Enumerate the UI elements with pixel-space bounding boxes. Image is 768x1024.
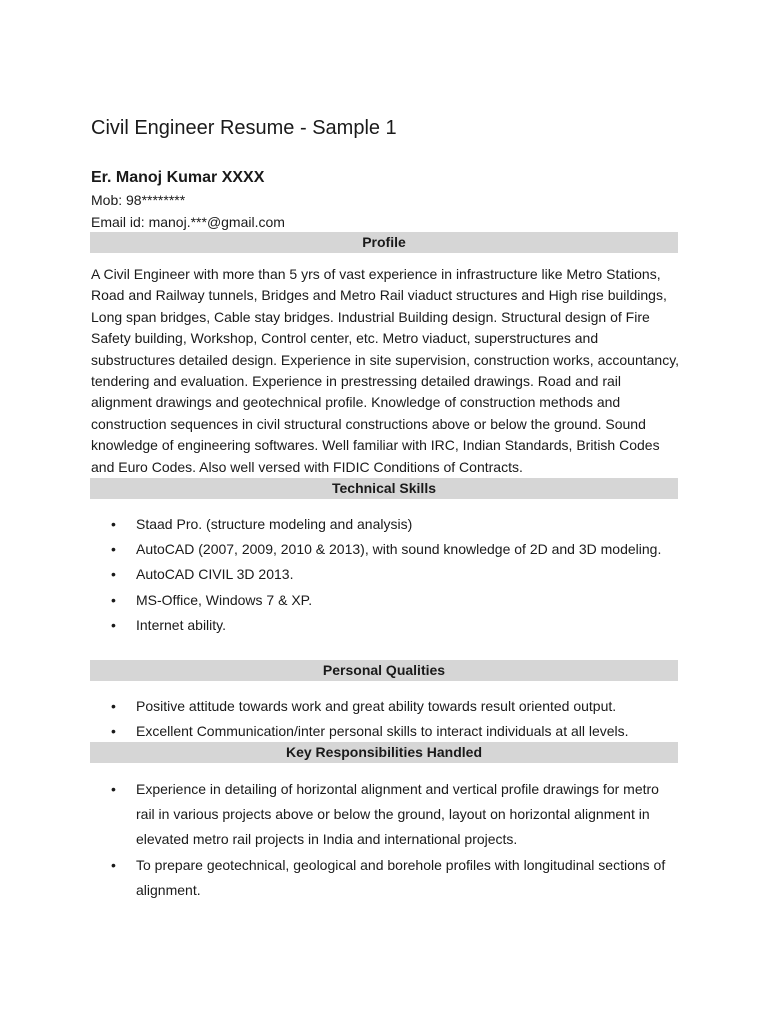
personal-qualities-heading: Personal Qualities [90, 660, 678, 681]
list-item: • Excellent Communication/inter personal skills to interact individuals at all levels. [91, 719, 681, 744]
list-item: • MS-Office, Windows 7 & XP. [91, 588, 681, 613]
list-item: • Internet ability. [91, 613, 681, 638]
document-title: Civil Engineer Resume - Sample 1 [91, 117, 397, 139]
candidate-mobile: Mob: 98******** [91, 192, 186, 208]
key-responsibilities-list [91, 777, 681, 903]
list-item: • Positive attitude towards work and great ability towards result oriented output. [91, 694, 681, 719]
list-item: • AutoCAD (2007, 2009, 2010 & 2013), with sound knowledge of 2D and 3D modeling. [91, 537, 681, 562]
candidate-email: Email id: manoj.***@gmail.com [91, 214, 285, 230]
profile-heading: Profile [90, 232, 678, 253]
list-item: • AutoCAD CIVIL 3D 2013. [91, 562, 681, 587]
candidate-name: Er. Manoj Kumar XXXX [91, 169, 265, 186]
technical-skills-list [91, 512, 681, 638]
personal-qualities-list [91, 694, 681, 744]
list-item: • Experience in detailing of horizontal alignment and vertical profile drawings for metro rail in various projects above or below the ground, layout on horizontal alignment in elevated metro rail projects in India and international projects. [91, 777, 681, 853]
list-item: • To prepare geotechnical, geological and borehole profiles with longitudinal sections of alignment. [91, 853, 681, 903]
technical-skills-heading: Technical Skills [90, 478, 678, 499]
list-item: • Staad Pro. (structure modeling and analysis) [91, 512, 681, 537]
profile-text: A Civil Engineer with more than 5 yrs of vast experience in infrastructure like Metro Stations, Road and Railway tunnels, Bridges and Metro Rail viaduct structures and High rise buildings, Long span bridges, Cable stay bridges. Industrial Building design. Structural design of Fire Safety building, Workshop, Control center, etc. Metro viaduct, superstructures and substructures detailed design. Experience in site supervision, construction works, accountancy, tendering and evaluation. Experience in prestressing detailed drawings. Road and rail alignment drawings and geotechnical profile. Knowledge of construction methods and construction sequences in civil structural constructions above or below the ground. Sound knowledge of engineering softwares. Well familiar with IRC, Indian Standards, British Codes and Euro Codes. Also well versed with FIDIC Conditions of Contracts. [91, 266, 680, 475]
key-responsibilities-heading: Key Responsibilities Handled [90, 742, 678, 763]
